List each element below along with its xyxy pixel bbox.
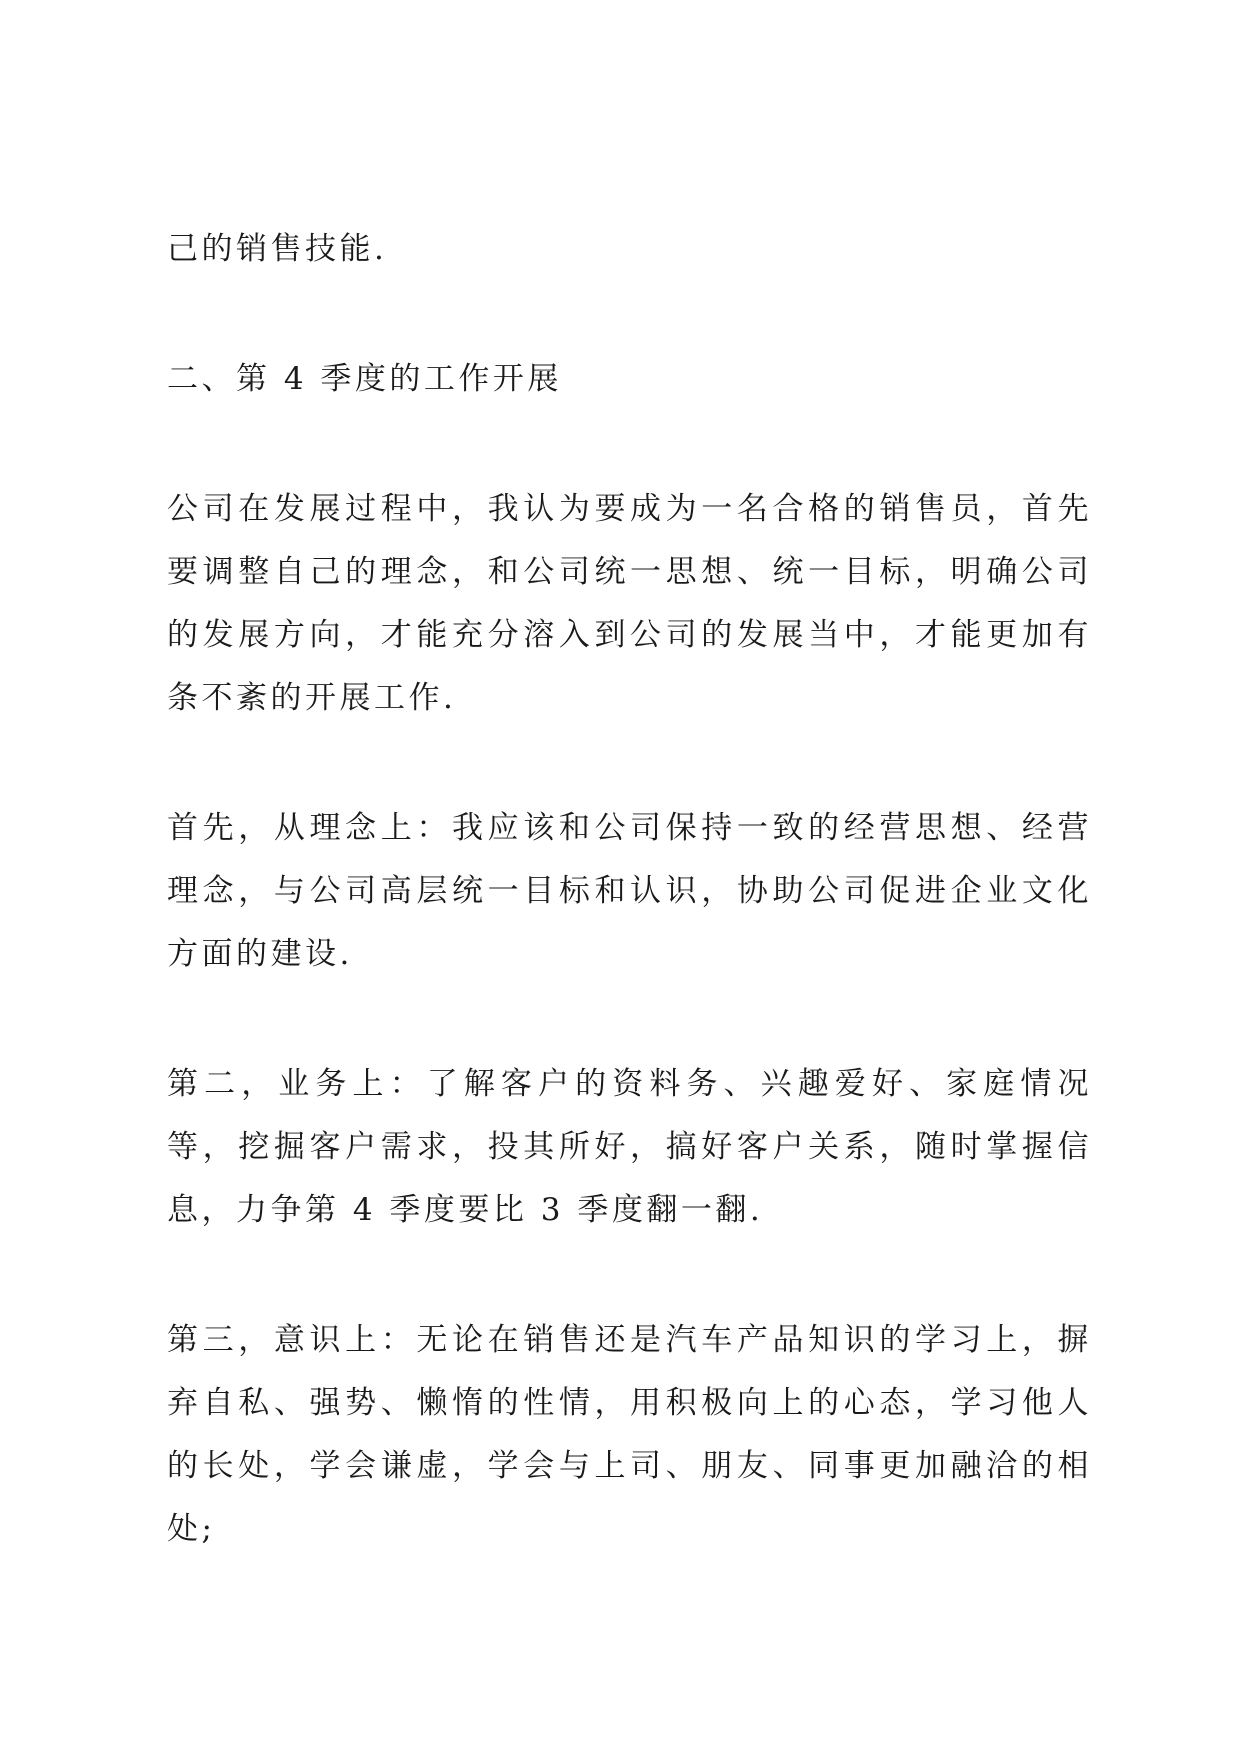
section-heading: 二、第 4 季度的工作开展 xyxy=(167,361,562,397)
paragraph-intro: 公司在发展过程中，我认为要成为一名合格的销售员，首先要调整自己的理念，和公司统一思想、统一目标，明确公司的发展方向，才能充分溶入到公司的发展当中，才能更加有条不紊的开展工作. xyxy=(167,491,1092,716)
paragraph-first-point: 首先，从理念上：我应该和公司保持一致的经营思想、经营理念，与公司高层统一目标和认识，协助公司促进企业文化方面的建设. xyxy=(167,810,1092,972)
paragraph-second-point: 第二，业务上：了解客户的资料务、兴趣爱好、家庭情况等，挖掘客户需求，投其所好，搞好客户关系，随时掌握信息，力争第 4 季度要比 3 季度翻一翻. xyxy=(167,1066,1092,1228)
paragraph-third-point: 第三，意识上：无论在销售还是汽车产品知识的学习上，摒弃自私、强势、懒惰的性情，用积极向上的心态，学习他人的长处，学会谦虚，学会与上司、朋友、同事更加融洽的相处; xyxy=(167,1322,1092,1547)
document-body xyxy=(167,218,1092,1628)
paragraph-continuation: 己的销售技能. xyxy=(167,231,388,267)
